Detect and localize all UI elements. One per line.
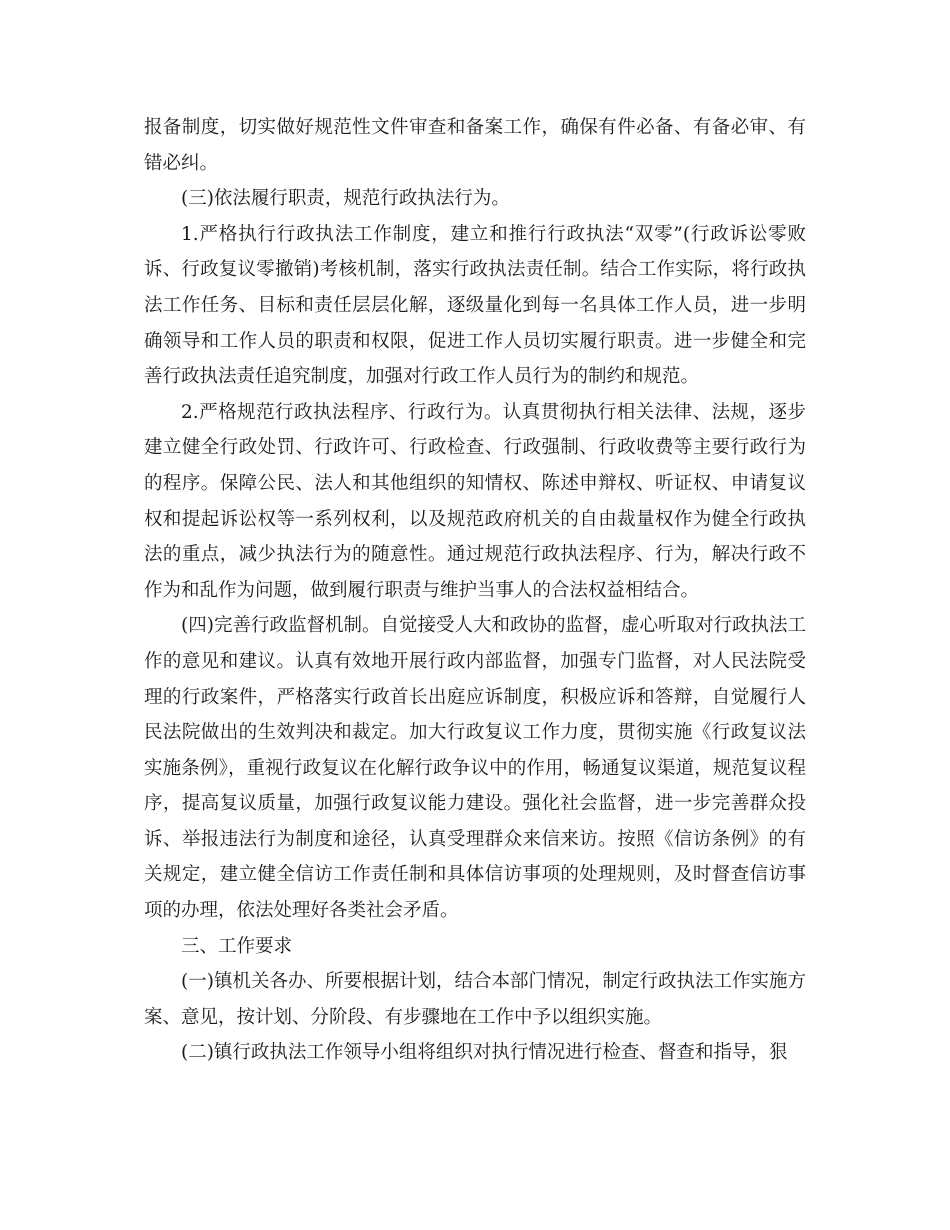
document-page [144, 110, 806, 1071]
section-heading-requirements: 三、工作要求 [181, 935, 293, 957]
paragraph-requirement-2: (二)镇行政执法工作领导小组将组织对执行情况进行检查、督查和指导，狠 [181, 1042, 788, 1064]
paragraph-item-1: 1.严格执行行政执法工作制度，建立和推行行政执法“双零”(行政诉讼零败诉、行政复议零撤销)考核机制，落实行政执法责任制。结合工作实际，将行政执法工作任务、目标和责任层层化解，逐级量化到每一名具体工作人员，进一步明确领导和工作人员的职责和权限，促进工作人员切实履行职责。进一步健全和完善行政执法责任追究制度，加强对行政工作人员行为的制约和规范。 [144, 223, 806, 388]
paragraph-continuation: 报备制度，切实做好规范性文件审查和备案工作，确保有件必备、有备必审、有错必纠。 [144, 117, 806, 174]
paragraph-supervision: (四)完善行政监督机制。自觉接受人大和政协的监督，虚心听取对行政执法工作的意见和建议。认真有效地开展行政内部监督，加强专门监督，对人民法院受理的行政案件，严格落实行政首长出庭应诉制度，积极应诉和答辩，自觉履行人民法院做出的生效判决和裁定。加大行政复议工作力度，贯彻实施《行政复议法实施条例》，重视行政复议在化解行政争议中的作用，畅通复议渠道，规范复议程序，提高复议质量，加强行政复议能力建设。强化社会监督，进一步完善群众投诉、举报违法行为制度和途径，认真受理群众来信来访。按照《信访条例》的有关规定，建立健全信访工作责任制和具体信访事项的处理规则，及时督查信访事项的办理，依法处理好各类社会矛盾。 [144, 615, 806, 922]
paragraph-item-2: 2.严格规范行政执法程序、行政行为。认真贯彻执行相关法律、法规，逐步建立健全行政处罚、行政许可、行政检查、行政强制、行政收费等主要行政行为的程序。保障公民、法人和其他组织的知情权、陈述申辩权、听证权、申请复议权和提起诉讼权等一系列权利，以及规范政府机关的自由裁量权作为健全行政执法的重点，减少执法行为的随意性。通过规范行政执法程序、行为，解决行政不作为和乱作为问题，做到履行职责与维护当事人的合法权益相结合。 [144, 401, 806, 601]
section-heading-perform-duties: (三)依法履行职责，规范行政执法行为。 [181, 188, 510, 210]
paragraph-requirement-1: (一)镇机关各办、所要根据计划，结合本部门情况，制定行政执法工作实施方案、意见，按计划、分阶段、有步骤地在工作中予以组织实施。 [144, 971, 806, 1028]
